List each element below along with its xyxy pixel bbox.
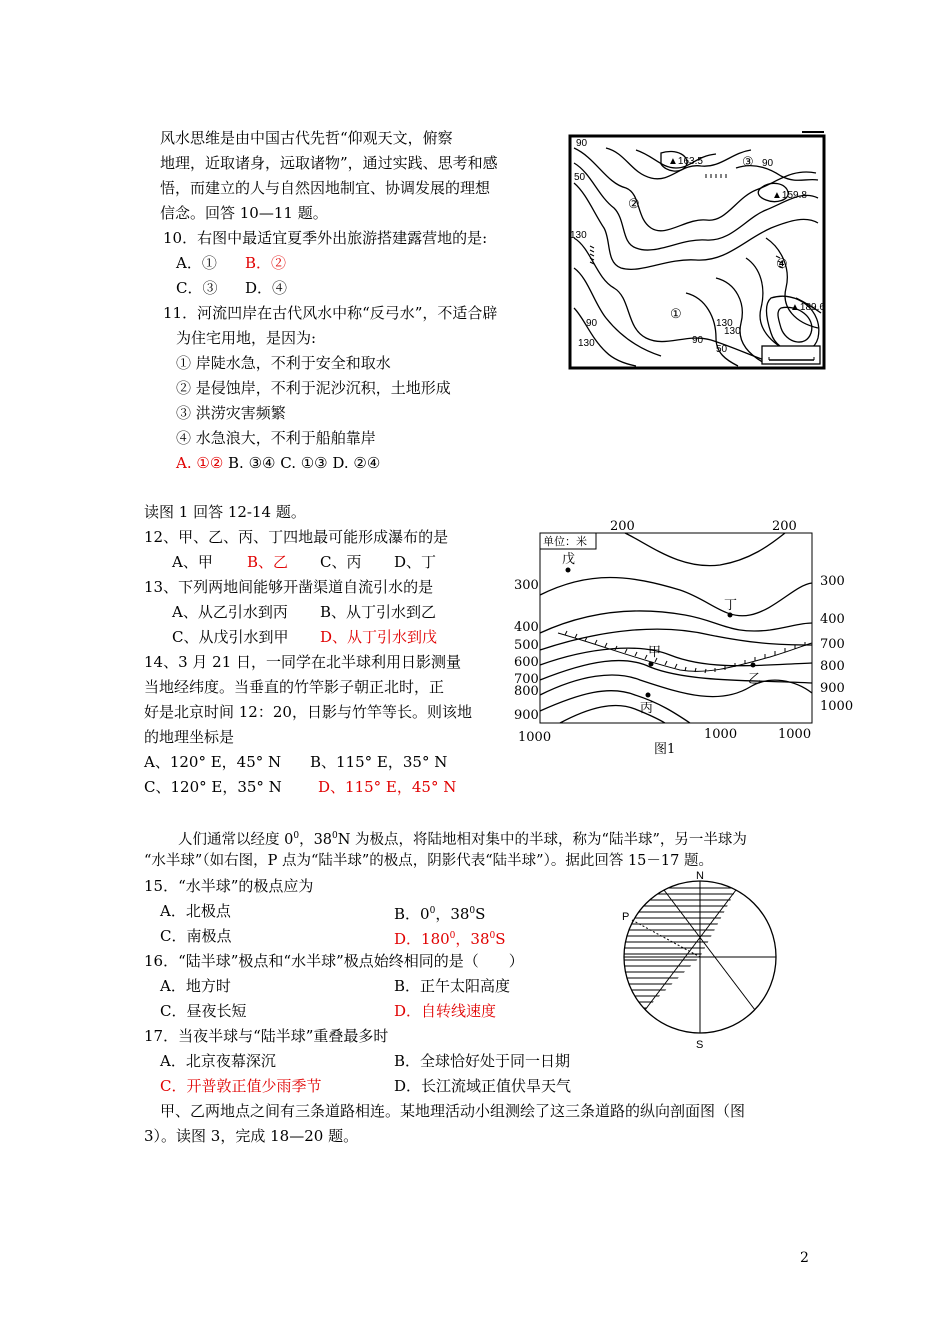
q17-option-b: B．全球恰好处于同一日期 bbox=[394, 1052, 571, 1070]
right-contour-label: 700 bbox=[820, 637, 845, 652]
q11-options-rest: B. ③④ C. ①③ D. ②④ bbox=[223, 454, 381, 472]
q15-option-b: B．$0^0$，$38^0S$ bbox=[394, 905, 486, 923]
bottom-left-label: 1000 bbox=[518, 730, 552, 745]
hemisphere-intro-1: 人们通常以经度 $0^0$，$38^0N$ 为极点，将陆地相对集中的半球，称为“陆半球”，另一半球为 bbox=[178, 831, 747, 848]
q11-statement-3: ③ 洪涝灾害频繁 bbox=[176, 404, 286, 422]
page-number: 2 bbox=[800, 1250, 809, 1266]
q16-stem: 16．“陆半球”极点和“水半球”极点始终相同的是（ ） bbox=[144, 952, 524, 970]
right-contour-label: 300 bbox=[820, 574, 845, 589]
q15-option-c: C．南极点 bbox=[160, 927, 232, 945]
q13-option-a: A、从乙引水到丙 bbox=[172, 603, 288, 621]
topographic-map bbox=[566, 128, 828, 374]
point-bing-label: 丙 bbox=[640, 701, 654, 716]
q15-option-a: A．北极点 bbox=[160, 902, 231, 920]
top-contour-label: 200 bbox=[610, 519, 635, 534]
intro-line-1: 风水思维是由中国古代先哲“仰观天文，俯察 bbox=[160, 129, 453, 147]
point-yi-label: 乙 bbox=[748, 672, 762, 687]
q14-option-a: A、120° E，45° N bbox=[144, 753, 282, 771]
q10-stem: 10．右图中最适宜夏季外出旅游搭建露营地的是: bbox=[163, 229, 488, 247]
q13-stem: 13、下列两地间能够开凿渠道自流引水的是 bbox=[144, 578, 434, 596]
figure-1-caption: 图1 bbox=[654, 742, 676, 757]
q12-stem: 12、甲、乙、丙、丁四地最可能形成瀑布的是 bbox=[144, 528, 449, 546]
top-contour-label: 200 bbox=[772, 519, 797, 534]
point-wu-label: 戊 bbox=[562, 552, 576, 567]
q14-stem-2: 当地经纬度。当垂直的竹竿影子朝正北时，正 bbox=[144, 678, 445, 696]
right-contour-label: 900 bbox=[820, 681, 845, 696]
left-contour-label: 300 bbox=[514, 578, 539, 593]
map-contour-label: 130 bbox=[578, 338, 595, 349]
right-contour-label: 800 bbox=[820, 659, 845, 674]
q11-statement-2: ② 是侵蚀岸，不利于泥沙沉积，土地形成 bbox=[176, 379, 451, 397]
south-pole-label: S bbox=[696, 1039, 704, 1051]
q11-stem-1: 11．河流凹岸在古代风水中称“反弓水”，不适合辟 bbox=[163, 304, 498, 322]
map-contour-label: 90 bbox=[586, 318, 598, 329]
q11-statement-1: ① 岸陡水急，不利于安全和取水 bbox=[176, 354, 391, 372]
bottom-contour-label: 1000 bbox=[778, 727, 812, 742]
map-site-3: ③ bbox=[742, 154, 754, 169]
q10-option-c: C．③ bbox=[176, 279, 218, 297]
q15-stem: 15．“水半球”的极点应为 bbox=[144, 877, 314, 895]
map-contour-label: 50 bbox=[574, 172, 586, 183]
q13-option-c: C、从戊引水到甲 bbox=[172, 628, 289, 646]
figure-1-contour-map bbox=[510, 515, 860, 760]
q13-option-d: D、从丁引水到戊 bbox=[320, 628, 438, 646]
q12-option-a: A、甲 bbox=[172, 553, 213, 571]
map-elevation-label: ▲189.6 bbox=[790, 302, 825, 313]
map-elevation-label: ▲159.8 bbox=[772, 190, 807, 201]
bottom-contour-label: 1000 bbox=[704, 727, 738, 742]
q12-option-b: B、乙 bbox=[247, 553, 289, 571]
q14-stem-1: 14、3 月 21 日，一同学在北半球利用日影测量 bbox=[144, 653, 462, 671]
north-pole-label: N bbox=[696, 870, 704, 882]
q17-option-a: A．北京夜幕深沉 bbox=[160, 1052, 276, 1070]
map-site-1: ① bbox=[670, 306, 682, 321]
q10-option-d: D．④ bbox=[245, 279, 288, 297]
land-hemisphere-globe bbox=[610, 868, 790, 1054]
q17-option-c: C．开普敦正值少雨季节 bbox=[160, 1077, 322, 1095]
q10-option-a: A．① bbox=[176, 254, 217, 272]
q14-stem-4: 的地理坐标是 bbox=[144, 728, 235, 746]
map-contour-label: 130 bbox=[716, 318, 733, 329]
map-site-4: ④ bbox=[776, 256, 788, 271]
point-jia-label: 甲 bbox=[648, 645, 662, 660]
roads-intro-2: 3）。读图 3，完成 18—20 题。 bbox=[144, 1127, 359, 1145]
q14-option-b: B、115° E，35° N bbox=[310, 753, 448, 771]
left-contour-label: 800 bbox=[514, 684, 539, 699]
map-contour-label: 90 bbox=[692, 335, 704, 346]
q11-statement-4: ④ 水急浪大，不利于船舶靠岸 bbox=[176, 429, 376, 447]
q14-option-d: D、115° E，45° N bbox=[318, 778, 457, 796]
left-contour-label: 500 bbox=[514, 638, 539, 653]
q12-option-d: D、丁 bbox=[394, 553, 437, 571]
q16-option-c: C．昼夜长短 bbox=[160, 1002, 247, 1020]
left-contour-label: 600 bbox=[514, 655, 539, 670]
unit-label: 单位：米 bbox=[543, 535, 587, 548]
map-contour-label: 90 bbox=[576, 138, 588, 149]
q14-stem-3: 好是北京时间 12：20，日影与竹竿等长。则该地 bbox=[144, 703, 472, 721]
read-fig1-prompt: 读图 1 回答 12-14 题。 bbox=[144, 503, 306, 521]
q17-stem: 17．当夜半球与“陆半球”重叠最多时 bbox=[144, 1027, 389, 1045]
q10-option-b: B．② bbox=[245, 254, 287, 272]
intro-line-4: 信念。回答 10—11 题。 bbox=[160, 204, 328, 222]
map-contour-label: 130 bbox=[570, 230, 587, 241]
map-site-2: ② bbox=[628, 196, 640, 211]
q14-option-c: C、120° E，35° N bbox=[144, 778, 282, 796]
q11-option-a: A. ①② bbox=[176, 454, 224, 472]
hemisphere-intro-2: “水半球”（如右图，P 点为“陆半球”的极点，阴影代表“陆半球”）。据此回答 15－17 题。 bbox=[144, 853, 713, 869]
q17-option-d: D．长江流域正值伏旱天气 bbox=[394, 1077, 572, 1095]
q13-option-b: B、从丁引水到乙 bbox=[320, 603, 437, 621]
map-contour-label: 50 bbox=[716, 344, 728, 355]
left-contour-label: 900 bbox=[514, 708, 539, 723]
map-elevation-label: ▲163.5 bbox=[668, 156, 703, 167]
left-contour-label: 400 bbox=[514, 620, 539, 635]
map-contour-label: 130 bbox=[724, 326, 741, 337]
q15-option-d: D．$180^0$，$38^0S$ bbox=[394, 930, 506, 948]
roads-intro-1: 甲、乙两地点之间有三条道路相连。某地理活动小组测绘了这三条道路的纵向剖面图（图 bbox=[160, 1102, 746, 1120]
right-contour-label: 400 bbox=[820, 612, 845, 627]
q12-option-c: C、丙 bbox=[320, 553, 362, 571]
q16-option-b: B．正午太阳高度 bbox=[394, 977, 511, 995]
q16-option-a: A．地方时 bbox=[160, 977, 231, 995]
right-contour-label: 1000 bbox=[820, 699, 854, 714]
intro-line-3: 悟，而建立的人与自然因地制宜、协调发展的理想 bbox=[160, 179, 491, 197]
point-p-label: P bbox=[622, 911, 630, 923]
map-contour-label: 90 bbox=[762, 158, 774, 169]
left-contour-label: 700 bbox=[514, 672, 539, 687]
q16-option-d: D．自转线速度 bbox=[394, 1002, 497, 1020]
point-ding-label: 丁 bbox=[724, 598, 738, 613]
q11-stem-2: 为住宅用地，是因为: bbox=[176, 329, 317, 347]
intro-line-2: 地理，近取诸身，远取诸物”，通过实践、思考和感 bbox=[160, 154, 498, 172]
